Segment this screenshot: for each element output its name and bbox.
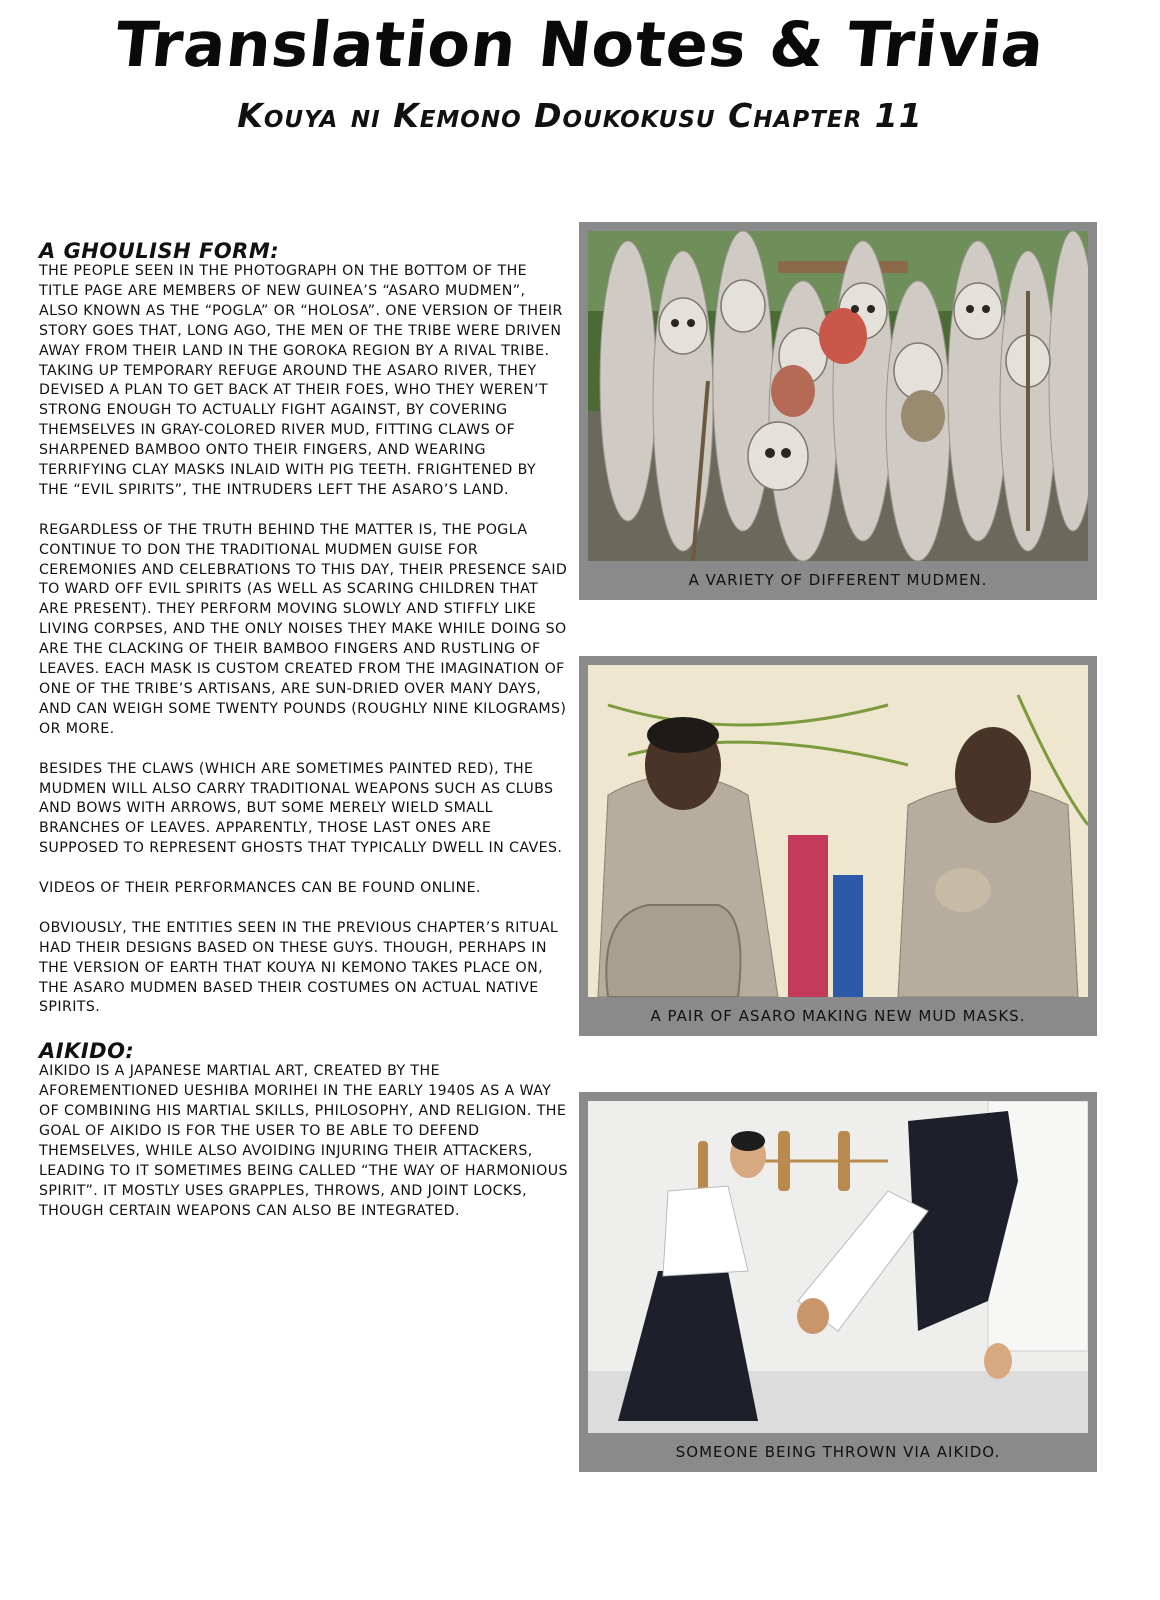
paragraph: THE PEOPLE SEEN IN THE PHOTOGRAPH ON THE BOTTOM OF THE TITLE PAGE ARE MEMBERS OF NEW GUINEA’S “ASARO MUDMEN”, ALSO KNOWN AS THE “POGLA” OR “HOLOSA”. ONE VERSION OF THEIR STORY GOES THAT, LONG AGO, THE MEN OF THE TRIBE WERE DRIVEN AWAY FROM THEIR LAND IN THE GOROKA REGION BY A RIVAL TRIBE. TAKING UP TEMPORARY REFUGE AROUND THE ASARO RIVER, THEY DEVISED A PLAN TO GET BACK AT THEIR FOES, WHO THEY WEREN’T STRONG ENOUGH TO ACTUALLY FIGHT AGAINST, BY COVERING THEMSELVES IN GRAY-COLORED RIVER MUD, FITTING CLAWS OF SHARPENED BAMBOO ONTO THEIR FINGERS, AND WEARING TERRIFYING CLAY MASKS INLAID WITH PIG TEETH. FRIGHTENED BY THE “EVIL SPIRITS”, THE INTRUDERS LEFT THE ASARO’S LAND.: [39, 263, 563, 498]
figure-caption: A VARIETY OF DIFFERENT MUDMEN.: [688, 571, 988, 589]
figure-mask-makers: [579, 656, 1097, 1036]
figure-aikido: [579, 1092, 1097, 1472]
page-title: Translation Notes & Trivia: [111, 8, 1049, 81]
section-heading-ghoulish-form: A GHOULISH FORM:: [39, 239, 280, 263]
section-heading-aikido: AIKIDO:: [39, 1039, 135, 1064]
paragraph: VIDEOS OF THEIR PERFORMANCES CAN BE FOUND ONLINE.: [39, 880, 481, 897]
notes-column: [39, 240, 569, 1222]
figure-caption: A PAIR OF ASARO MAKING NEW MUD MASKS.: [650, 1007, 1026, 1025]
figure-caption: SOMEONE BEING THROWN VIA AIKIDO.: [675, 1443, 1001, 1461]
paragraph: REGARDLESS OF THE TRUTH BEHIND THE MATTER IS, THE POGLA CONTINUE TO DON THE TRADITIONAL MUDMEN GUISE FOR CEREMONIES AND CELEBRATIONS TO THIS DAY, THEIR PRESENCE SAID TO WARD OFF EVIL SPIRITS (AS WELL AS SCARING CHILDREN THAT ARE PRESENT). THEY PERFORM MOVING SLOWLY AND STIFFLY LIKE LIVING CORPSES, AND THE ONLY NOISES THEY MAKE WHILE DOING SO ARE THE CLACKING OF THEIR BAMBOO FINGERS AND RUSTLING OF LEAVES. EACH MASK IS CUSTOM CREATED FROM THE IMAGINATION OF ONE OF THE TRIBE’S ARTISANS, ARE SUN-DRIED OVER MANY DAYS, AND CAN WEIGH SOME TWENTY POUNDS (ROUGHLY NINE KILOGRAMS) OR MORE.: [39, 521, 568, 737]
paragraph: BESIDES THE CLAWS (WHICH ARE SOMETIMES PAINTED RED), THE MUDMEN WILL ALSO CARRY TRADITIONAL WEAPONS SUCH AS CLUBS AND BOWS WITH ARROWS, BUT SOME MERELY WIELD SMALL BRANCHES OF LEAVES. APPARENTLY, THOSE LAST ONES ARE SUPPOSED TO REPRESENT GHOSTS THAT TYPICALLY DWELL IN CAVES.: [39, 760, 563, 857]
paragraph: AIKIDO IS A JAPANESE MARTIAL ART, CREATED BY THE AFOREMENTIONED UESHIBA MORIHEI IN THE EARLY 1940S AS A WAY OF COMBINING HIS MARTIAL SKILLS, PHILOSOPHY, AND RELIGION. THE GOAL OF AIKIDO IS FOR THE USER TO BE ABLE TO DEFEND THEMSELVES, WHILE ALSO AVOIDING INJURING THEIR ATTACKERS, LEADING TO IT SOMETIMES BEING CALLED “THE WAY OF HARMONIOUS SPIRIT”. IT MOSTLY USES GRAPPLES, THROWS, AND JOINT LOCKS, THOUGH CERTAIN WEAPONS CAN ALSO BE INTEGRATED.: [39, 1063, 568, 1219]
figure-mudmen: [579, 222, 1097, 600]
page-subtitle: Kouya ni Kemono Doukokusu Chapter 11: [237, 96, 923, 135]
mudmen-photo: [588, 231, 1088, 561]
mask-makers-photo: [588, 665, 1088, 997]
aikido-photo: [588, 1101, 1088, 1433]
paragraph: OBVIOUSLY, THE ENTITIES SEEN IN THE PREVIOUS CHAPTER’S RITUAL HAD THEIR DESIGNS BASED ON THESE GUYS. THOUGH, PERHAPS IN THE VERSION OF EARTH THAT KOUYA NI KEMONO TAKES PLACE ON, THE ASARO MUDMEN BASED THEIR COSTUMES ON ACTUAL NATIVE SPIRITS.: [39, 919, 559, 1016]
